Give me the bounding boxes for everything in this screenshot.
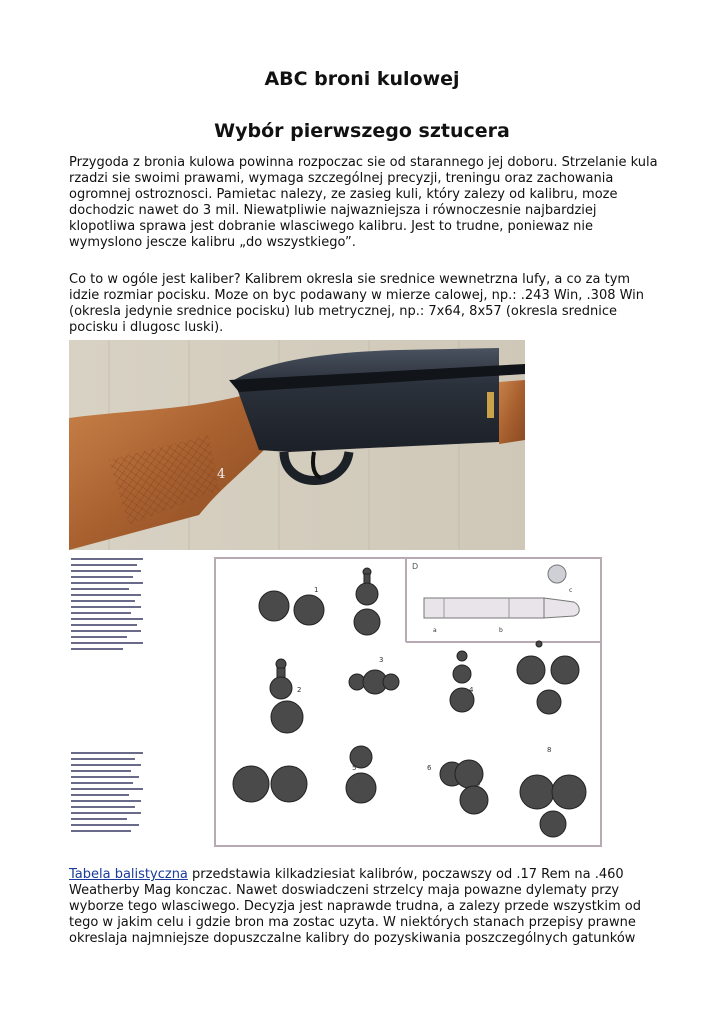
diagram-label-8: 8 bbox=[547, 746, 552, 754]
intro-paragraph: Przygoda z bronia kulowa powinna rozpoczac sie od starannego jej doboru. Strzelanie kula rzadzi sie swoimi prawami, wymaga szczególnej precyzji, treningu oraz zachowania ogromnej ostroznosci. Pamietac nalezy, ze zasieg kuli, który zalezy od kalibru, moze dochodzic nawet do 3 mil. Niewatpliwie najwazniejsza i równoczesnie najbardziej klopotliwa sprawa jest dobranie wlasciwego kalibru. Jest to trudne, poniewaz nie wymyslono jescze kalibru „do wszystkiego”. bbox=[69, 155, 658, 250]
cartridge-label-a: a bbox=[433, 627, 437, 634]
ballistic-table-link[interactable]: Tabela balistyczna bbox=[69, 867, 188, 882]
photo-marker: 4 bbox=[217, 467, 226, 482]
panel-letter: D bbox=[412, 562, 419, 571]
cartridge-label-c: c bbox=[569, 587, 573, 594]
page-title: ABC broni kulowej bbox=[264, 68, 460, 90]
diagram-label-2: 2 bbox=[297, 686, 302, 694]
barrel-configuration-diagram bbox=[69, 552, 603, 850]
ballistics-paragraph bbox=[69, 867, 659, 947]
caliber-paragraph: Co to w ogóle jest kaliber? Kalibrem okresla sie srednice wewnetrzna lufy, a co za tym idzie rozmiar pocisku. Moze on byc podawany w mierze calowej, np.: .243 Win, .308 Win (okresla jedynie srednice pocisku) lub metrycznej, np.: 7x64, 8x57 (okresla srednice pocisku i dlugosc luski). bbox=[69, 272, 645, 335]
diagram-label-1: 1 bbox=[314, 586, 319, 594]
page-subtitle: Wybór pierwszego sztucera bbox=[214, 120, 510, 142]
cartridge-label-b: b bbox=[499, 627, 503, 634]
diagram-label-3: 3 bbox=[379, 656, 384, 664]
rifle-photo bbox=[69, 340, 525, 550]
diagram-label-7: 7 bbox=[477, 780, 482, 788]
diagram-label-4: 4 bbox=[469, 686, 474, 694]
diagram-label-5: 5 bbox=[352, 764, 357, 772]
ballistics-text: przedstawia kilkadziesiat kalibrów, poczawszy od .17 Rem na .460 Weatherby Mag konczac. Nawet doswiadczeni strzelcy maja powazne dylematy przy wyborze tego wlasciwego. Decyzja jest naprawde trudna, a zalezy przede wszystkim od tego w jakim celu i gdzie bron ma zostac uzyta. W niektórych stanach przepisy prawne okreslaja najmniejsze dopuszczalne kalibry do pozyskiwania poszczególnych gatunków bbox=[69, 867, 641, 946]
diagram-label-6: 6 bbox=[427, 764, 432, 772]
